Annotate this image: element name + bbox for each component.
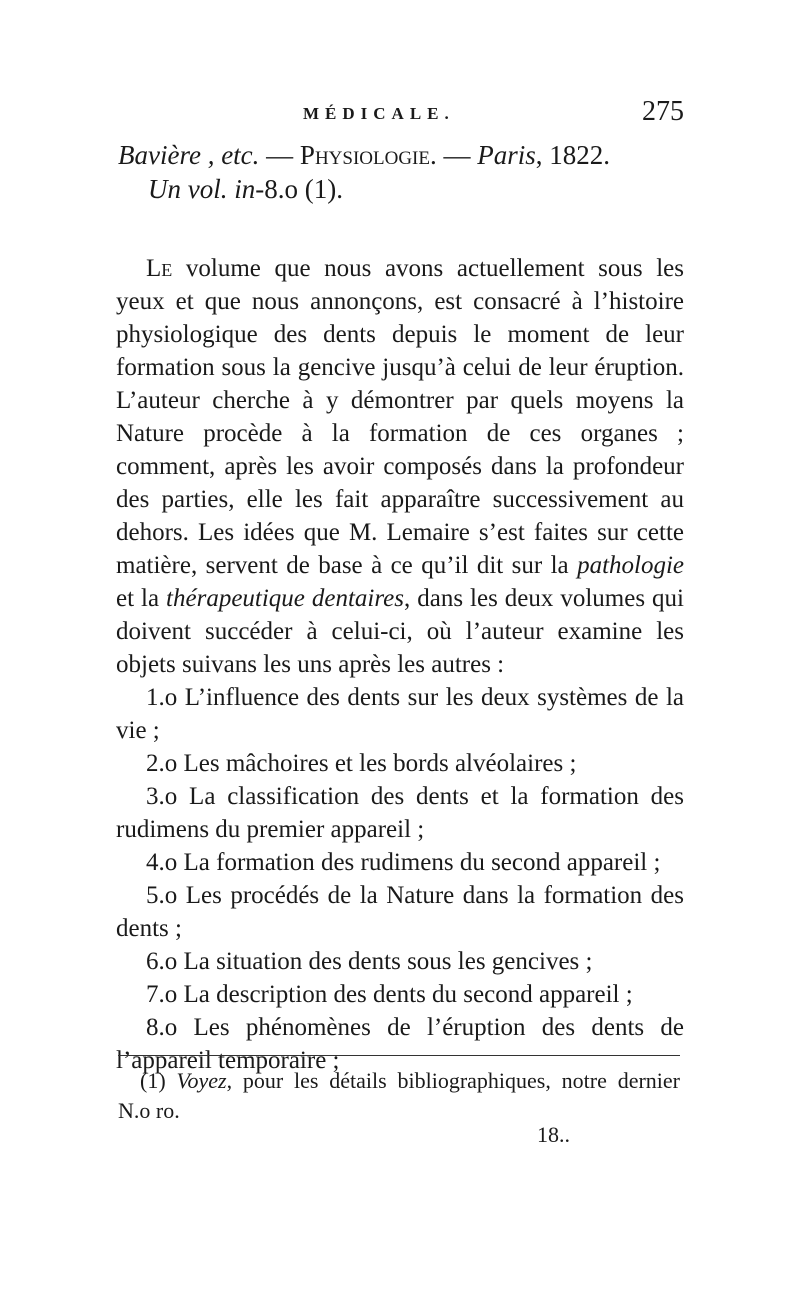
reference-dash-1: — [259,140,300,170]
intro-text-b: et la [116,585,167,612]
page-number: 275 [642,96,684,127]
body-text [116,252,684,1077]
list-item: 1.o L’influence des dents sur les deux systèmes de la vie ; [116,684,684,744]
reference-line-1 [118,138,684,172]
intro-text-a: volume que nous avons actuellement sous les yeux et que nous annonçons, est consacré à l’histoire physiologique des dents depuis le moment de leur formation sous la gencive jusqu’à celui de leur éruption. L’auteur cherche à y démontrer par quels moyens la Nature procède à la formation de ces organes ; comment, après les avoir composés dans la profondeur des parties, elle les fait apparaître successivement au dehors. Les idées que M. Lemaire s’est faites sur cette matière, servent de base à ce qu’il dit sur la [116,255,684,579]
list-item: 2.o Les mâchoires et les bords alvéolaires ; [146,750,577,777]
reference-format: Un vol. in [148,174,256,204]
list-item: 3.o La classification des dents et la formation des rudimens du premier appareil ; [116,783,684,843]
footnote-rule [118,1055,680,1056]
intro-first-word: Le [146,255,173,282]
intro-text-c: , dans les deux volumes qui doivent succéder à celui-ci, où l’auteur examine les objets suivans les uns après les autres : [116,585,684,678]
running-head: MÉDICALE. [303,104,455,123]
footnote-body: , pour les détails bibliographiques, notre dernier N.o ro. [118,1068,680,1123]
footnote-text [118,1066,680,1126]
sheet-signature: 18.. [537,1122,570,1147]
reference-dash-2: — [436,140,478,170]
intro-italic-2: thérapeutique dentaires [166,585,404,612]
reference-subject: Physiologie. [299,140,437,170]
reference-city: Paris [477,140,536,170]
list-item: 6.o La situation des dents sous les gencives ; [146,948,593,975]
list-item: 8.o Les phénomènes de l’éruption des dents de l’appareil temporaire ; [116,1014,684,1074]
footnote [118,1066,680,1126]
reference-format-end: -8.o (1). [255,174,343,204]
list-item: 5.o Les procédés de la Nature dans la formation des dents ; [116,882,684,942]
footnote-marker: (1) [140,1068,177,1093]
page-header [118,96,684,136]
list-item: 4.o La formation des rudimens du second appareil ; [146,849,661,876]
list-item: 7.o La description des dents du second appareil ; [146,981,633,1008]
footnote-italic: Voyez [176,1068,227,1093]
reference-place: Bavière , etc. [118,140,260,170]
intro-paragraph [116,252,684,681]
reference-line-2 [148,172,714,206]
intro-italic-1: pathologie [577,552,684,579]
reference-year: , 1822. [535,140,610,170]
